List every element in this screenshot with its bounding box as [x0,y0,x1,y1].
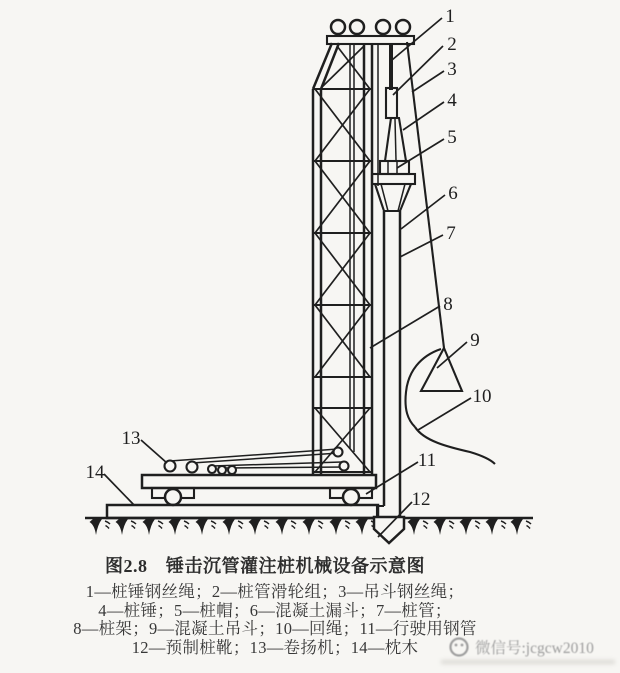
callout-number-8: 8 [443,294,453,315]
crown-pulley-block [327,20,414,44]
crown-beam [327,36,414,44]
legend-line-1: 1—桩锤钢丝绳；2—桩管滑轮组；3—吊斗钢丝绳； [85,582,465,601]
carriage-beam [142,475,376,488]
callout-numbers [86,6,492,510]
leader-line-10 [418,398,471,430]
watermark-text: 微信号:jcgcw2010 [475,640,594,657]
callout-number-14: 14 [85,462,105,483]
leader-line-8 [370,306,440,348]
callout-number-5: 5 [447,127,457,148]
pile-pipe [377,211,400,517]
pulley-wheels [331,20,410,34]
sleeper-platform [107,505,378,518]
leader-line-6 [401,195,445,229]
legend-line-4: 12—预制桩靴；13—卷扬机；14—枕木 [131,637,419,657]
callout-leader-lines [104,18,471,537]
concrete-funnel [375,184,411,211]
legend-line-3: 8—桩架；9—混凝土吊斗；10—回绳；11—行驶用钢管 [73,619,477,638]
leader-line-9 [437,342,467,368]
leader-line-14 [104,474,134,505]
hoist-ropes [350,43,354,452]
tower-rails [313,43,372,475]
callout-number-12: 12 [411,489,431,510]
callout-number-6: 6 [448,183,458,204]
callout-number-4: 4 [447,90,457,111]
bucket-wire-rope [407,42,444,348]
callout-number-1: 1 [445,6,455,27]
leader-line-3 [412,71,444,92]
leader-line-11 [366,462,418,494]
leader-line-13 [141,440,167,463]
precast-pile-shoe [374,517,404,543]
callout-number-13: 13 [121,428,141,449]
ground-hatching [90,519,532,535]
callout-number-7: 7 [446,223,456,244]
wechat-logo-icon [448,636,470,658]
legend-line-2: 4—桩锤；5—桩帽；6—混凝土漏斗；7—桩管； [98,600,452,620]
callout-number-10: 10 [472,386,492,407]
watermark [448,636,594,658]
leader-line-4 [403,102,444,130]
callout-number-9: 9 [470,330,480,351]
ground [85,518,533,535]
leader-line-7 [400,235,443,257]
roller-wheel-left [165,489,181,505]
hammer-assembly [372,44,415,211]
scan-artifact-streak [441,660,615,664]
callout-number-2: 2 [447,34,457,55]
callout-number-11: 11 [417,450,437,471]
pile-frame-tower [313,43,372,475]
figure-title: 图2.8 锤击沉管灌注桩机械设备示意图 [105,556,425,576]
roller-wheel-right [343,489,359,505]
undercarriage [107,448,378,519]
callout-number-3: 3 [447,59,457,80]
